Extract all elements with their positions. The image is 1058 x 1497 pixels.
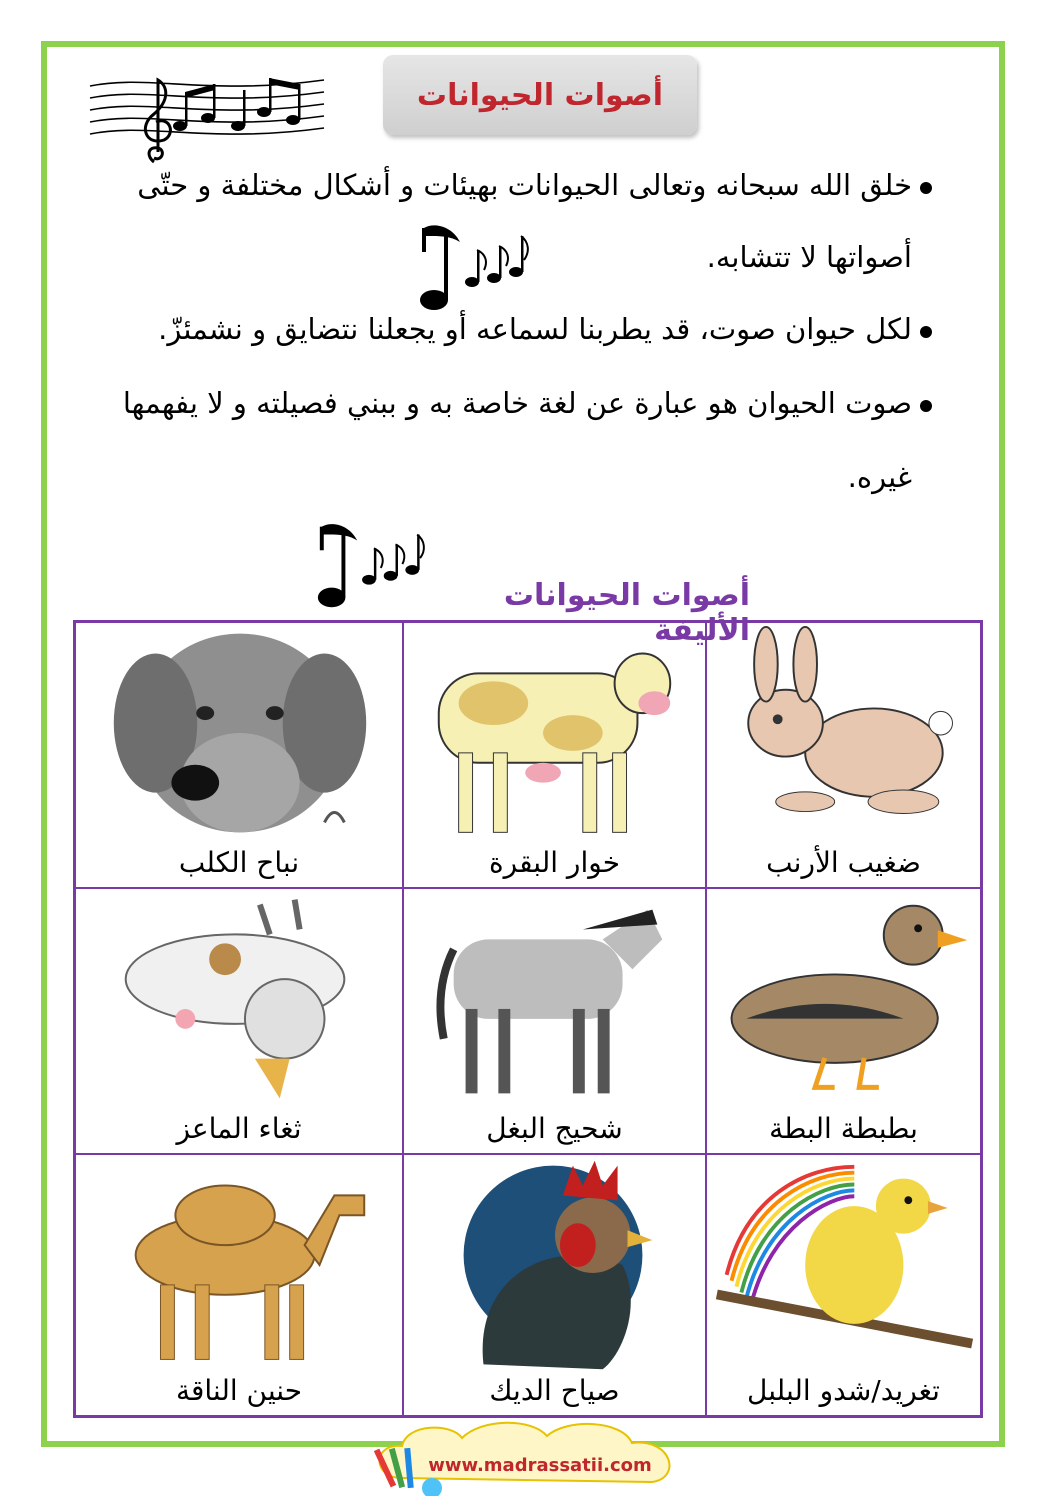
animal-cell-rooster	[403, 1154, 706, 1416]
paragraph-1-line-1: خلق الله سبحانه وتعالى الحيوانات بهيئات و أشكال مختلفة و حتّى	[137, 168, 912, 202]
animal-cell-canary	[706, 1154, 981, 1416]
animal-cell-cow	[403, 622, 706, 888]
bullet-icon	[920, 400, 932, 412]
animal-cell-duck	[706, 888, 981, 1154]
animal-label: ثغاء الماعز	[176, 1112, 302, 1145]
canary-icon	[707, 1155, 980, 1375]
paragraph-3-line-1: صوت الحيوان هو عبارة عن لغة خاصة به و ببني فصيلته و لا يفهمها	[122, 386, 912, 420]
animal-label: صياح الديك	[489, 1374, 620, 1407]
animal-cell-camel	[75, 1154, 403, 1416]
animal-label: تغريد/شدو البلبل	[747, 1374, 940, 1407]
music-notes-icon	[412, 222, 530, 314]
animal-cell-dog	[75, 622, 403, 888]
footer-url: www.madrassatii.com	[428, 1455, 652, 1476]
mule-icon	[404, 889, 705, 1109]
title-box	[383, 55, 697, 135]
dog-icon	[76, 623, 402, 843]
page-title: أصوات الحيوانات	[416, 77, 664, 113]
rooster-icon	[404, 1155, 705, 1375]
animal-label: بطبطة البطة	[769, 1112, 918, 1145]
bullet-icon	[920, 326, 932, 338]
animal-cell-mule	[403, 888, 706, 1154]
music-notes-icon	[310, 520, 426, 612]
animal-cell-goat	[75, 888, 403, 1154]
camel-icon	[76, 1155, 402, 1375]
animal-label: حنين الناقة	[175, 1374, 303, 1407]
animals-grid	[73, 620, 983, 1418]
paragraph-2-line-1: لكل حيوان صوت، قد يطربنا لسماعه أو يجعلنا نتضايق و نشمئزّ.	[158, 312, 912, 346]
animal-label: نباح الكلب	[178, 846, 300, 879]
rabbit-icon	[707, 623, 980, 843]
goat-icon	[76, 889, 402, 1109]
animal-label: ضغيب الأرنب	[766, 846, 921, 879]
animal-label: خوار البقرة	[488, 846, 621, 879]
animal-label: شحيج البغل	[486, 1112, 623, 1145]
paragraph-3-line-2: غيره.	[847, 460, 912, 494]
music-staff-icon	[88, 66, 326, 168]
paragraph-1-line-2: أصواتها لا تتشابه.	[706, 240, 912, 274]
section-title: أصوات الحيوانات الأليفة	[503, 578, 750, 648]
duck-icon	[707, 889, 980, 1109]
bullet-icon	[920, 182, 932, 194]
animal-cell-rabbit	[706, 622, 981, 888]
cow-icon	[404, 623, 705, 843]
